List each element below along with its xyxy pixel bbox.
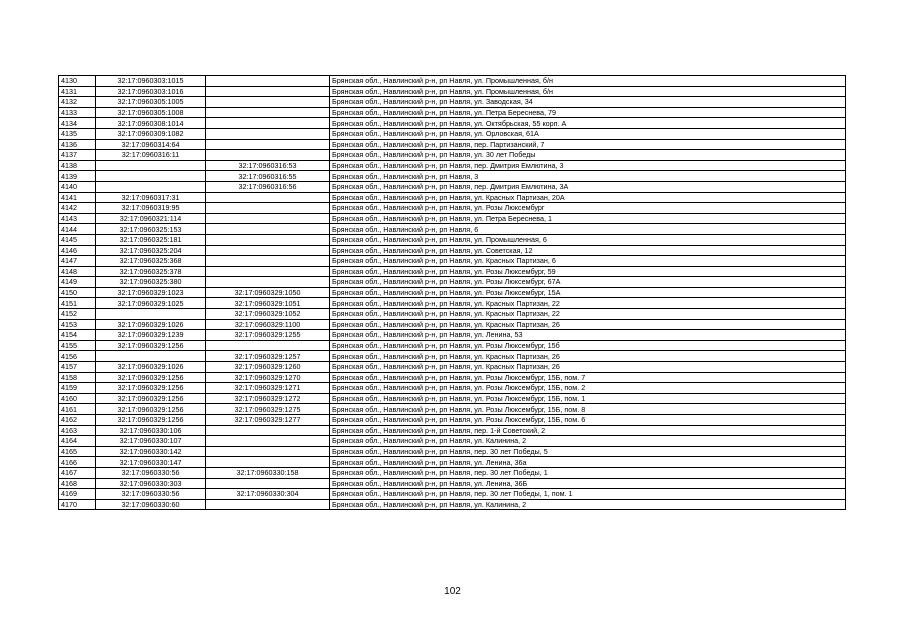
table-row [59, 224, 846, 235]
table-row [59, 203, 846, 214]
address-cell: Брянская обл., Навлинский р-н, рп Навля, ул. Красных Партизан, 20А [330, 192, 846, 203]
table-row [59, 425, 846, 436]
table-row [59, 362, 846, 373]
cadastral-number-cell: 32:17:0960305:1005 [96, 97, 206, 108]
row-number-cell: 4165 [59, 446, 96, 457]
address-cell: Брянская обл., Навлинский р-н, рп Навля, ул. Промышленная, б/н [330, 86, 846, 97]
related-cadastral-number-cell [206, 234, 330, 245]
related-cadastral-number-cell: 32:17:0960329:1271 [206, 383, 330, 394]
cadastral-number-cell [96, 309, 206, 320]
table-row [59, 139, 846, 150]
row-number-cell: 4169 [59, 489, 96, 500]
address-cell: Брянская обл., Навлинский р-н, рп Навля, ул. Красных Партизан, 26 [330, 319, 846, 330]
cadastral-number-cell: 32:17:0960325:378 [96, 266, 206, 277]
address-cell: Брянская обл., Навлинский р-н, рп Навля, ул. Красных Партизан, 6 [330, 256, 846, 267]
address-cell: Брянская обл., Навлинский р-н, рп Навля, пер. 1-й Советский, 2 [330, 425, 846, 436]
row-number-cell: 4157 [59, 362, 96, 373]
address-cell: Брянская обл., Навлинский р-н, рп Навля, ул. Красных Партизан, 26 [330, 362, 846, 373]
row-number-cell: 4134 [59, 118, 96, 129]
address-cell: Брянская обл., Навлинский р-н, рп Навля, ул. Розы Люксембург [330, 203, 846, 214]
table-row [59, 128, 846, 139]
table-row [59, 118, 846, 129]
row-number-cell: 4156 [59, 351, 96, 362]
related-cadastral-number-cell [206, 128, 330, 139]
registry-table-body [59, 76, 846, 510]
address-cell: Брянская обл., Навлинский р-н, рп Навля, ул. Розы Люксембург, 59 [330, 266, 846, 277]
related-cadastral-number-cell [206, 277, 330, 288]
row-number-cell: 4149 [59, 277, 96, 288]
cadastral-number-cell: 32:17:0960330:142 [96, 446, 206, 457]
table-row [59, 404, 846, 415]
cadastral-number-cell [96, 351, 206, 362]
address-cell: Брянская обл., Навлинский р-н, рп Навля, ул. Калинина, 2 [330, 436, 846, 447]
row-number-cell: 4161 [59, 404, 96, 415]
table-row [59, 351, 846, 362]
row-number-cell: 4150 [59, 287, 96, 298]
table-row [59, 499, 846, 510]
cadastral-number-cell: 32:17:0960314:64 [96, 139, 206, 150]
cadastral-number-cell: 32:17:0960329:1239 [96, 330, 206, 341]
related-cadastral-number-cell: 32:17:0960329:1275 [206, 404, 330, 415]
row-number-cell: 4168 [59, 478, 96, 489]
table-row [59, 436, 846, 447]
cadastral-number-cell: 32:17:0960325:204 [96, 245, 206, 256]
table-row [59, 86, 846, 97]
cadastral-number-cell: 32:17:0960309:1082 [96, 128, 206, 139]
cadastral-number-cell: 32:17:0960329:1256 [96, 404, 206, 415]
cadastral-number-cell: 32:17:0960330:303 [96, 478, 206, 489]
address-cell: Брянская обл., Навлинский р-н, рп Навля, пер. Дмитрия Емлютина, 3 [330, 160, 846, 171]
cadastral-number-cell: 32:17:0960330:147 [96, 457, 206, 468]
row-number-cell: 4146 [59, 245, 96, 256]
row-number-cell: 4135 [59, 128, 96, 139]
row-number-cell: 4139 [59, 171, 96, 182]
address-cell: Брянская обл., Навлинский р-н, рп Навля, ул. Розы Люксембург, 15А [330, 287, 846, 298]
row-number-cell: 4166 [59, 457, 96, 468]
related-cadastral-number-cell [206, 478, 330, 489]
cadastral-number-cell: 32:17:0960330:56 [96, 467, 206, 478]
table-row [59, 393, 846, 404]
row-number-cell: 4147 [59, 256, 96, 267]
related-cadastral-number-cell [206, 86, 330, 97]
cadastral-number-cell: 32:17:0960316:11 [96, 150, 206, 161]
address-cell: Брянская обл., Навлинский р-н, рп Навля, пер. 30 лет Победы, 1, пом. 1 [330, 489, 846, 500]
address-cell: Брянская обл., Навлинский р-н, рп Навля, ул. Калинина, 2 [330, 499, 846, 510]
address-cell: Брянская обл., Навлинский р-н, рп Навля, ул. Советская, 12 [330, 245, 846, 256]
table-row [59, 478, 846, 489]
cadastral-number-cell: 32:17:0960303:1015 [96, 76, 206, 87]
row-number-cell: 4159 [59, 383, 96, 394]
related-cadastral-number-cell [206, 139, 330, 150]
address-cell: Брянская обл., Навлинский р-н, рп Навля, ул. Красных Партизан, 26 [330, 351, 846, 362]
related-cadastral-number-cell: 32:17:0960329:1260 [206, 362, 330, 373]
address-cell: Брянская обл., Навлинский р-н, рп Навля, ул. Промышленная, 6 [330, 234, 846, 245]
related-cadastral-number-cell [206, 203, 330, 214]
row-number-cell: 4144 [59, 224, 96, 235]
table-row [59, 287, 846, 298]
related-cadastral-number-cell [206, 97, 330, 108]
row-number-cell: 4162 [59, 415, 96, 426]
table-row [59, 446, 846, 457]
cadastral-number-cell: 32:17:0960330:107 [96, 436, 206, 447]
table-row [59, 372, 846, 383]
related-cadastral-number-cell: 32:17:0960316:56 [206, 181, 330, 192]
address-cell: Брянская обл., Навлинский р-н, рп Навля, пер. Дмитрия Емлютина, 3А [330, 181, 846, 192]
cadastral-number-cell: 32:17:0960330:60 [96, 499, 206, 510]
row-number-cell: 4142 [59, 203, 96, 214]
related-cadastral-number-cell: 32:17:0960330:304 [206, 489, 330, 500]
cadastral-number-cell: 32:17:0960330:106 [96, 425, 206, 436]
address-cell: Брянская обл., Навлинский р-н, рп Навля, ул. Петра Береснева, 79 [330, 107, 846, 118]
table-row [59, 309, 846, 320]
cadastral-number-cell: 32:17:0960329:1256 [96, 415, 206, 426]
cadastral-number-cell: 32:17:0960321:114 [96, 213, 206, 224]
table-row [59, 340, 846, 351]
related-cadastral-number-cell [206, 457, 330, 468]
row-number-cell: 4163 [59, 425, 96, 436]
cadastral-number-cell: 32:17:0960325:181 [96, 234, 206, 245]
row-number-cell: 4152 [59, 309, 96, 320]
related-cadastral-number-cell: 32:17:0960329:1050 [206, 287, 330, 298]
address-cell: Брянская обл., Навлинский р-н, рп Навля, ул. Заводская, 34 [330, 97, 846, 108]
table-row [59, 181, 846, 192]
row-number-cell: 4151 [59, 298, 96, 309]
cadastral-number-cell [96, 181, 206, 192]
cadastral-number-cell: 32:17:0960308:1014 [96, 118, 206, 129]
related-cadastral-number-cell: 32:17:0960316:53 [206, 160, 330, 171]
registry-table [58, 75, 846, 510]
table-row [59, 107, 846, 118]
related-cadastral-number-cell [206, 213, 330, 224]
table-row [59, 256, 846, 267]
table-row [59, 160, 846, 171]
row-number-cell: 4153 [59, 319, 96, 330]
table-row [59, 319, 846, 330]
address-cell: Брянская обл., Навлинский р-н, рп Навля, ул. Розы Люксембург, 15Б, пом. 7 [330, 372, 846, 383]
related-cadastral-number-cell: 32:17:0960329:1257 [206, 351, 330, 362]
row-number-cell: 4138 [59, 160, 96, 171]
row-number-cell: 4143 [59, 213, 96, 224]
cadastral-number-cell [96, 160, 206, 171]
related-cadastral-number-cell [206, 256, 330, 267]
address-cell: Брянская обл., Навлинский р-н, рп Навля, ул. Розы Люксембург, 15Б, пом. 1 [330, 393, 846, 404]
address-cell: Брянская обл., Навлинский р-н, рп Навля, ул. Красных Партизан, 22 [330, 309, 846, 320]
page-number: 102 [444, 586, 461, 597]
cadastral-number-cell: 32:17:0960325:380 [96, 277, 206, 288]
related-cadastral-number-cell [206, 425, 330, 436]
cadastral-number-cell: 32:17:0960329:1026 [96, 362, 206, 373]
table-row [59, 150, 846, 161]
address-cell: Брянская обл., Навлинский р-н, рп Навля, ул. Розы Люксембург, 15б [330, 340, 846, 351]
table-row [59, 245, 846, 256]
related-cadastral-number-cell [206, 245, 330, 256]
address-cell: Брянская обл., Навлинский р-н, рп Навля, ул. Розы Люксембург, 15Б, пом. 8 [330, 404, 846, 415]
table-row [59, 489, 846, 500]
address-cell: Брянская обл., Навлинский р-н, рп Навля, ул. Розы Люксембург, 15Б, пом. 6 [330, 415, 846, 426]
table-row [59, 192, 846, 203]
row-number-cell: 4137 [59, 150, 96, 161]
address-cell: Брянская обл., Навлинский р-н, рп Навля, ул. Ленина, 36Б [330, 478, 846, 489]
related-cadastral-number-cell [206, 446, 330, 457]
related-cadastral-number-cell: 32:17:0960329:1255 [206, 330, 330, 341]
table-row [59, 415, 846, 426]
related-cadastral-number-cell [206, 76, 330, 87]
address-cell: Брянская обл., Навлинский р-н, рп Навля, 6 [330, 224, 846, 235]
row-number-cell: 4145 [59, 234, 96, 245]
cadastral-number-cell: 32:17:0960329:1025 [96, 298, 206, 309]
address-cell: Брянская обл., Навлинский р-н, рп Навля, ул. Ленина, 53 [330, 330, 846, 341]
cadastral-number-cell: 32:17:0960330:56 [96, 489, 206, 500]
address-cell: Брянская обл., Навлинский р-н, рп Навля, ул. Октябрьская, 55 корп. А [330, 118, 846, 129]
cadastral-number-cell: 32:17:0960329:1256 [96, 340, 206, 351]
row-number-cell: 4158 [59, 372, 96, 383]
related-cadastral-number-cell: 32:17:0960316:55 [206, 171, 330, 182]
address-cell: Брянская обл., Навлинский р-н, рп Навля, пер. 30 лет Победы, 5 [330, 446, 846, 457]
address-cell: Брянская обл., Навлинский р-н, рп Навля, ул. Орловская, 61А [330, 128, 846, 139]
table-row [59, 330, 846, 341]
address-cell: Брянская обл., Навлинский р-н, рп Навля, ул. Петра Береснева, 1 [330, 213, 846, 224]
related-cadastral-number-cell: 32:17:0960329:1051 [206, 298, 330, 309]
row-number-cell: 4131 [59, 86, 96, 97]
address-cell: Брянская обл., Навлинский р-н, рп Навля, ул. 30 лет Победы [330, 150, 846, 161]
cadastral-number-cell: 32:17:0960319:95 [96, 203, 206, 214]
related-cadastral-number-cell [206, 436, 330, 447]
cadastral-number-cell: 32:17:0960303:1016 [96, 86, 206, 97]
related-cadastral-number-cell: 32:17:0960329:1272 [206, 393, 330, 404]
row-number-cell: 4141 [59, 192, 96, 203]
cadastral-number-cell: 32:17:0960317:31 [96, 192, 206, 203]
related-cadastral-number-cell [206, 150, 330, 161]
related-cadastral-number-cell: 32:17:0960329:1052 [206, 309, 330, 320]
row-number-cell: 4132 [59, 97, 96, 108]
row-number-cell: 4148 [59, 266, 96, 277]
related-cadastral-number-cell [206, 224, 330, 235]
cadastral-number-cell: 32:17:0960329:1256 [96, 383, 206, 394]
address-cell: Брянская обл., Навлинский р-н, рп Навля, пер. 30 лет Победы, 1 [330, 467, 846, 478]
table-row [59, 234, 846, 245]
table-row [59, 171, 846, 182]
table-row [59, 213, 846, 224]
row-number-cell: 4140 [59, 181, 96, 192]
address-cell: Брянская обл., Навлинский р-н, рп Навля, ул. Розы Люксембург, 67А [330, 277, 846, 288]
table-row [59, 76, 846, 87]
cadastral-number-cell: 32:17:0960329:1256 [96, 393, 206, 404]
related-cadastral-number-cell [206, 499, 330, 510]
related-cadastral-number-cell [206, 118, 330, 129]
table-row [59, 383, 846, 394]
related-cadastral-number-cell [206, 266, 330, 277]
table-row [59, 298, 846, 309]
row-number-cell: 4154 [59, 330, 96, 341]
row-number-cell: 4167 [59, 467, 96, 478]
address-cell: Брянская обл., Навлинский р-н, рп Навля, 3 [330, 171, 846, 182]
row-number-cell: 4164 [59, 436, 96, 447]
related-cadastral-number-cell: 32:17:0960330:158 [206, 467, 330, 478]
related-cadastral-number-cell [206, 192, 330, 203]
row-number-cell: 4130 [59, 76, 96, 87]
cadastral-number-cell: 32:17:0960329:1256 [96, 372, 206, 383]
cadastral-number-cell: 32:17:0960325:153 [96, 224, 206, 235]
table-row [59, 97, 846, 108]
cadastral-number-cell: 32:17:0960305:1008 [96, 107, 206, 118]
cadastral-number-cell: 32:17:0960329:1026 [96, 319, 206, 330]
row-number-cell: 4160 [59, 393, 96, 404]
address-cell: Брянская обл., Навлинский р-н, рп Навля, пер. Партизанский, 7 [330, 139, 846, 150]
table-row [59, 277, 846, 288]
table-row [59, 467, 846, 478]
row-number-cell: 4155 [59, 340, 96, 351]
address-cell: Брянская обл., Навлинский р-н, рп Навля, ул. Промышленная, б/н [330, 76, 846, 87]
row-number-cell: 4136 [59, 139, 96, 150]
related-cadastral-number-cell: 32:17:0960329:1270 [206, 372, 330, 383]
address-cell: Брянская обл., Навлинский р-н, рп Навля, ул. Розы Люксембург, 15Б, пом. 2 [330, 383, 846, 394]
related-cadastral-number-cell [206, 107, 330, 118]
row-number-cell: 4170 [59, 499, 96, 510]
address-cell: Брянская обл., Навлинский р-н, рп Навля, ул. Красных Партизан, 22 [330, 298, 846, 309]
related-cadastral-number-cell [206, 340, 330, 351]
row-number-cell: 4133 [59, 107, 96, 118]
address-cell: Брянская обл., Навлинский р-н, рп Навля, ул. Ленина, 36а [330, 457, 846, 468]
related-cadastral-number-cell: 32:17:0960329:1277 [206, 415, 330, 426]
table-row [59, 266, 846, 277]
related-cadastral-number-cell: 32:17:0960329:1100 [206, 319, 330, 330]
table-row [59, 457, 846, 468]
cadastral-number-cell [96, 171, 206, 182]
cadastral-number-cell: 32:17:0960329:1023 [96, 287, 206, 298]
cadastral-number-cell: 32:17:0960325:368 [96, 256, 206, 267]
